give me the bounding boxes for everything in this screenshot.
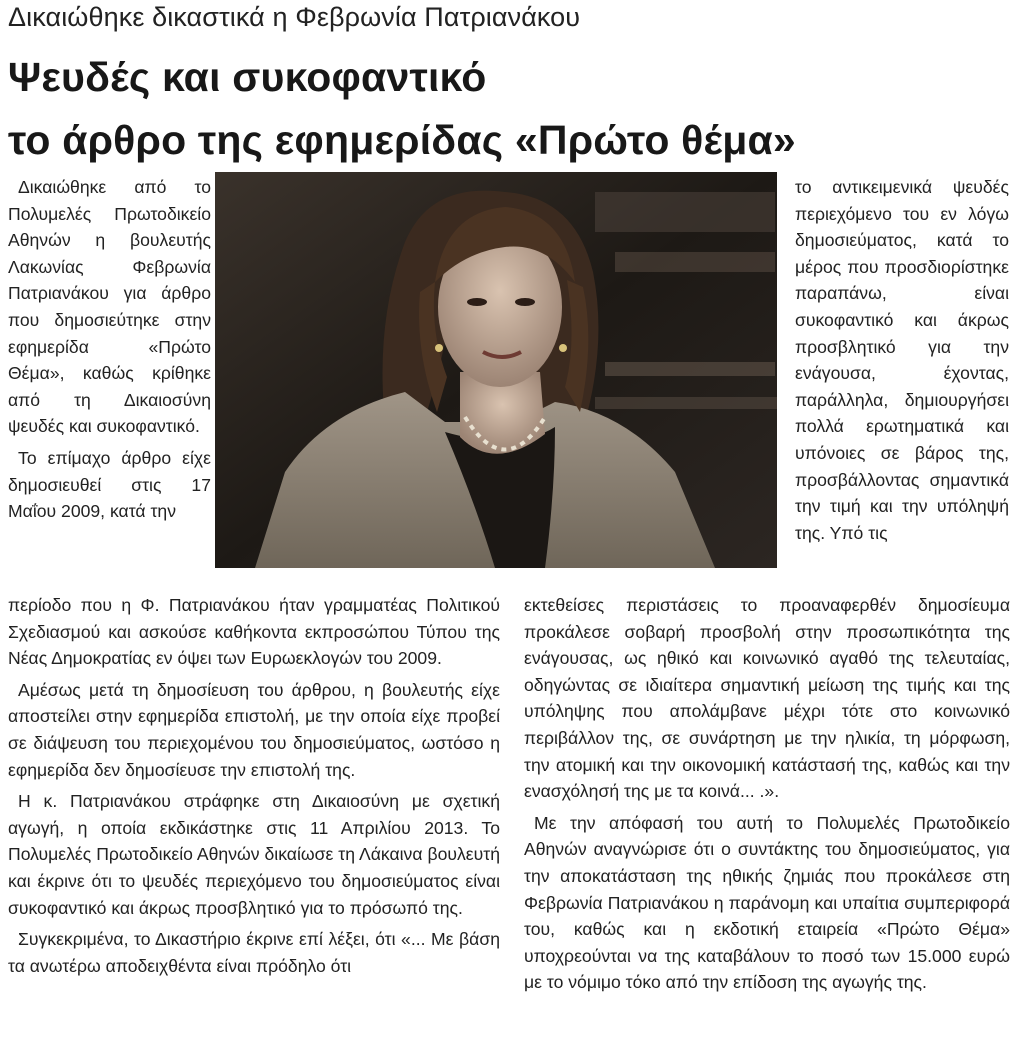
paragraph-court-quote: Συγκεκριμένα, το Δικαστήριο έκρινε επί λέξει, ότι «... Με βάση τα ανωτέρω αποδειχθέντα είναι πρόδηλο ότι (8, 929, 500, 976)
woman-portrait-icon (215, 172, 777, 568)
headline-line-2: το άρθρο της εφημερίδας «Πρώτο θέμα» (8, 117, 796, 163)
column-wide-left (8, 592, 500, 984)
column-narrow-right (795, 174, 1009, 551)
column-wide-right (524, 592, 1010, 1001)
article-kicker: Δικαιώθηκε δικαστικά η Φεβρωνία Πατριανάκου (8, 2, 581, 32)
paragraph-letter: Αμέσως μετά τη δημοσίευση του άρθρου, η βουλευτής είχε αποστείλει στην εφημερίδα επιστολή, με την οποία είχε προβεί σε διάψευση του περιεχομένου του δημοσιεύματος, ωστόσο η εφημερίδα δεν δημοσίευσε την επιστολή της. (8, 679, 500, 780)
paragraph-lawsuit: Η κ. Πατριανάκου στράφηκε στη Δικαιοσύνη με σχετική αγωγή, η οποία εκδικάστηκε στις 11 Απριλίου 2013. Το Πολυμελές Πρωτοδικείο Αθηνών δικαίωσε τη Λάκαινα βουλευτή και έκρινε ότι το ψευδές περιεχόμενο του δημοσιεύματος είναι συκοφαντικό και άκρως προσβλητικό για το πρόσωπό της. (8, 791, 500, 918)
paragraph-published-cont: περίοδο που η Φ. Πατριανάκου ήταν γραμματέας Πολιτικού Σχεδιασμού και ασκούσε καθήκοντα εκπροσώπου Τύπου της Νέας Δημοκρατίας εν όψει των Ευρωεκλογών του 2009. (8, 595, 500, 669)
paragraph-court-ruling-start: το αντικειμενικά ψευδές περιεχόμενο του εν λόγω δημοσιεύματος, κατά το μέρος που προσδιορίστηκε παραπάνω, είναι συκοφαντικό και άκρως προσβλητικό για την ενάγουσα, έχοντας, παράλληλα, δημιουργήσει πολλά ερωτηματικά και υπόνοιες σε βάρος της, προσβάλλοντας σημαντικά την τιμή και την υπόληψή της. Υπό τις (795, 177, 1009, 543)
paragraph-intro: Δικαιώθηκε από το Πολυμελές Πρωτοδικείο Αθηνών η βουλευτής Λακωνίας Φεβρωνία Πατριανάκου για άρθρο που δημοσιεύτηκε στην εφημερίδα «Πρώτο Θέμα», καθώς κρίθηκε από τη Δικαιοσύνη ψευδές και συκοφαντικό. (8, 177, 211, 437)
portrait-photo (215, 172, 777, 568)
paragraph-court-ruling-cont: εκτεθείσες περιστάσεις το προαναφερθέν δημοσίευμα προκάλεσε σοβαρή προσβολή στην προσωπικότητα της ενάγουσας, ως ηθικό και κοινωνικό αγαθό της τελευταίας, οδηγώντας σε ιδιαίτερα σημαντική μείωση της τιμής και της υπόληψης που απολάμβανε μέχρι τότε στο κοινωνικό περιβάλλον της, σε συνάρτηση με την ηλικία, τη μόρφωση, την ατομική και την οικονομική κατάστασή της, καθώς και την ενασχόλησή της με τα κοινά... .». (524, 595, 1010, 802)
headline-line-1: Ψευδές και συκοφαντικό (8, 54, 487, 100)
article-headline (8, 46, 1008, 172)
paragraph-published: Το επίμαχο άρθρο είχε δημοσιευθεί στις 17 Μαΐου 2009, κατά την (8, 447, 211, 522)
column-narrow-left (8, 174, 211, 530)
paragraph-compensation: Με την απόφασή του αυτή το Πολυμελές Πρωτοδικείο Αθηνών αναγνώρισε ότι ο συντάκτης του δημοσιεύματος, για την αποκατάσταση της ηθικής ζημιάς που προκάλεσε στη Φεβρωνία Πατριανάκου η παράνομη και υπαίτια συμπεριφορά του, καθώς και η εκδοτική εταιρεία «Πρώτο Θέμα» υποχρεούνται να της καταβάλουν το ποσό των 15.000 ευρώ με το νόμιμο τόκο από την επίδοση της αγωγής της. (524, 812, 1010, 993)
